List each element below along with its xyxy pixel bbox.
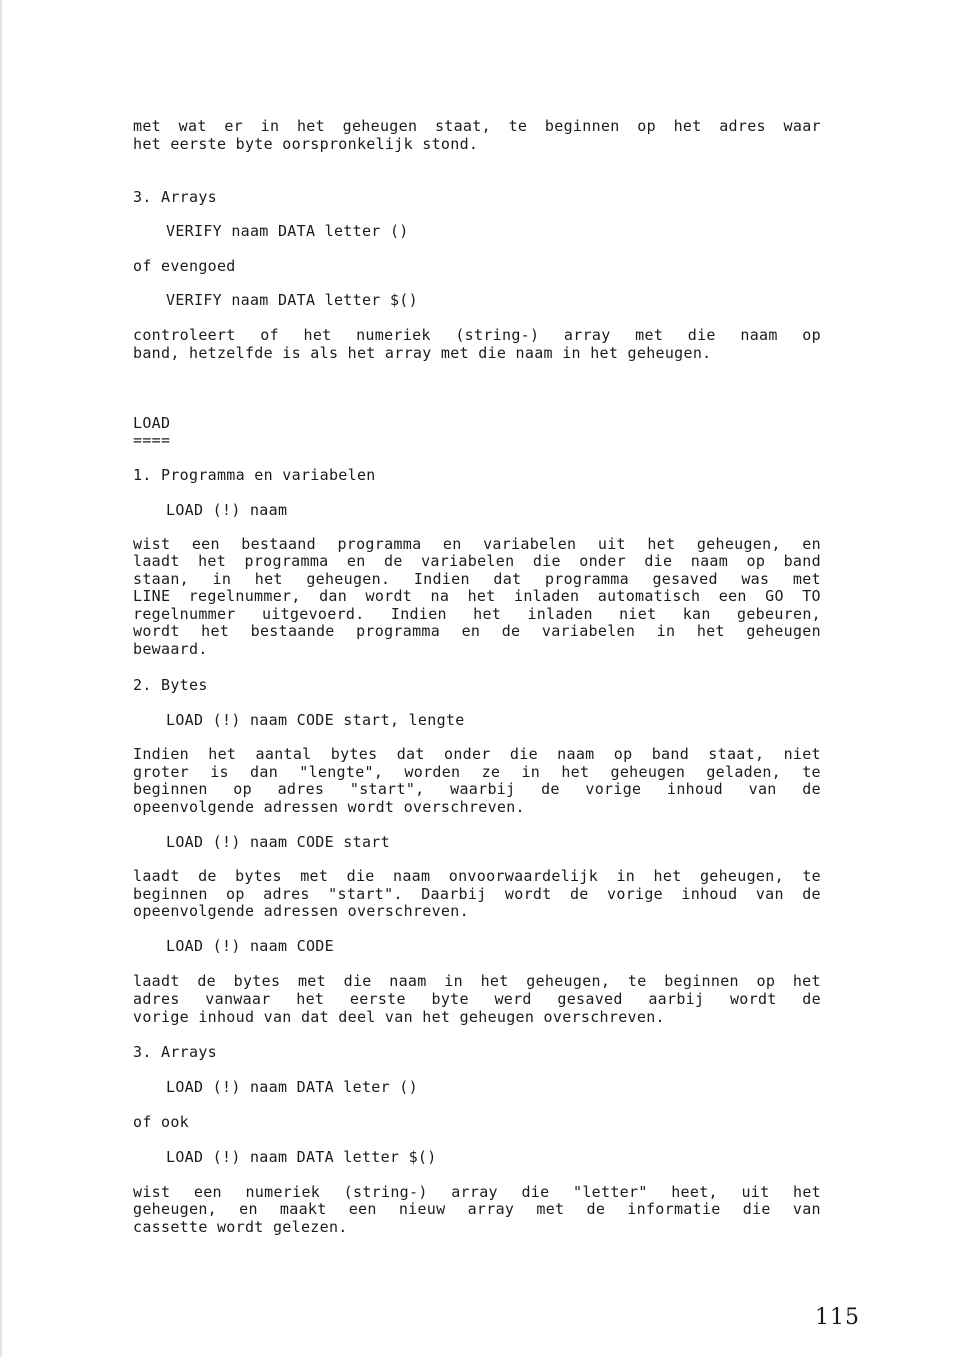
text-line: cassette wordt gelezen.	[133, 1218, 348, 1236]
word: bestaande	[250, 622, 335, 640]
word: maakt	[279, 1200, 327, 1218]
text-line	[133, 868, 821, 886]
word: die	[687, 326, 716, 344]
word: aantal	[255, 745, 312, 763]
word: met	[635, 326, 664, 344]
text-line	[133, 571, 821, 589]
text-line	[133, 1184, 821, 1202]
word: geheugen,	[699, 867, 784, 885]
word: het	[653, 867, 682, 885]
word: het	[792, 972, 821, 990]
word: de	[198, 867, 217, 885]
word: een	[193, 1183, 222, 1201]
word: niet	[783, 745, 821, 763]
word: LINE	[133, 587, 171, 605]
word: onder	[579, 552, 626, 570]
code-line: LOAD (!) naam DATA letter $()	[166, 1148, 437, 1166]
code-line: LOAD (!) naam DATA leter ()	[166, 1078, 418, 1096]
word: de	[384, 552, 403, 570]
word: die	[742, 1200, 771, 1218]
word: van	[755, 885, 784, 903]
text-line: bewaard.	[133, 640, 208, 658]
word: die	[509, 745, 538, 763]
text-line: het eerste byte oorspronkelijk stond.	[133, 135, 479, 153]
word: kan	[682, 605, 711, 623]
word: waar	[783, 117, 821, 135]
page-number: 115	[815, 1305, 860, 1330]
word: geheugen,	[526, 972, 611, 990]
word: is	[210, 763, 229, 781]
text-line	[133, 553, 821, 571]
word: of	[260, 326, 279, 344]
word: array	[467, 1200, 515, 1218]
word: vorige	[607, 885, 664, 903]
word: wist	[133, 535, 171, 553]
word: het	[254, 570, 283, 588]
word: programma	[337, 535, 422, 553]
word: "letter"	[573, 1183, 648, 1201]
section-heading: 3. Arrays	[133, 188, 217, 206]
word: inhoud	[681, 885, 738, 903]
code-line: VERIFY naam DATA letter ()	[166, 222, 409, 240]
word: programma	[356, 622, 441, 640]
word: programma	[244, 552, 329, 570]
word: variabelen	[483, 535, 577, 553]
section-heading: 2. Bytes	[133, 676, 208, 694]
word: wordt	[504, 885, 552, 903]
word: worden	[404, 763, 461, 781]
word: en	[239, 1200, 258, 1218]
word: de	[541, 780, 560, 798]
word: gebeuren,	[737, 605, 821, 623]
text-line: vorige inhoud van dat deel van het geheugen overschreven.	[133, 1008, 665, 1026]
word: het	[793, 1183, 821, 1201]
section-heading: 3. Arrays	[133, 1043, 217, 1061]
word: uitgevoerd.	[261, 605, 365, 623]
word: het	[467, 587, 496, 605]
text-line	[133, 746, 821, 764]
word: nieuw	[398, 1200, 446, 1218]
text-line	[133, 606, 821, 624]
word: vanwaar	[205, 990, 271, 1008]
word: en	[802, 535, 821, 553]
word: wist	[133, 1183, 171, 1201]
word: te	[802, 763, 821, 781]
word: dan	[319, 587, 348, 605]
word: (string-)	[343, 1183, 428, 1201]
word: geheugen	[610, 763, 686, 781]
text-line	[133, 536, 821, 554]
text-line	[133, 781, 821, 799]
word: array	[563, 326, 611, 344]
word: TO	[802, 587, 821, 605]
word: bytes	[233, 972, 281, 990]
word: variabelen	[541, 622, 636, 640]
word: vorige	[585, 780, 642, 798]
word: de	[586, 1200, 606, 1218]
word: laadt	[133, 972, 180, 990]
word: staat,	[434, 117, 491, 135]
word: het	[647, 535, 676, 553]
text-line	[133, 118, 821, 136]
text-line: band, hetzelfde is als het array met die naam in het geheugen.	[133, 344, 712, 362]
word: waarbij	[450, 780, 516, 798]
word: dan	[250, 763, 279, 781]
word: gesaved	[557, 990, 623, 1008]
word: de	[501, 622, 521, 640]
word: staan,	[133, 570, 189, 588]
word: die	[521, 1183, 550, 1201]
text-line: of evengoed	[133, 257, 236, 275]
code-line: LOAD (!) naam	[166, 501, 288, 519]
word: en	[346, 552, 366, 570]
word: het	[198, 552, 227, 570]
text-line: of ook	[133, 1113, 189, 1131]
word: laadt	[133, 867, 180, 885]
word: adres	[277, 780, 325, 798]
word: bytes	[235, 867, 282, 885]
word: naam	[740, 326, 778, 344]
word: ze	[481, 763, 501, 781]
word: Indien	[413, 570, 470, 588]
word: inladen	[527, 605, 593, 623]
word: na	[430, 587, 450, 605]
word: dat	[396, 745, 425, 763]
word: byte	[431, 990, 469, 1008]
word: het	[561, 763, 590, 781]
word: in	[616, 867, 636, 885]
word: band	[651, 745, 690, 763]
word: die	[532, 552, 561, 570]
word: GO	[765, 587, 784, 605]
word: naam	[389, 972, 427, 990]
word: naam	[393, 867, 431, 885]
code-line: LOAD (!) naam CODE start, lengte	[166, 711, 465, 729]
word: op	[746, 552, 766, 570]
word: die	[346, 867, 375, 885]
word: met	[536, 1200, 565, 1218]
word: laadt	[133, 552, 180, 570]
text-line	[133, 973, 821, 991]
word: numeriek	[245, 1183, 321, 1201]
word: er	[224, 117, 243, 135]
word: gesaved	[652, 570, 718, 588]
text-line	[133, 623, 821, 641]
word: in	[444, 972, 463, 990]
word: te	[802, 867, 821, 885]
word: geheugen	[342, 117, 418, 135]
word: adres	[133, 990, 180, 1008]
word: informatie	[627, 1200, 721, 1218]
word: beginnen	[664, 972, 739, 990]
word: Indien	[390, 605, 447, 623]
word: het	[296, 117, 325, 135]
word: onder	[443, 745, 491, 763]
word: numeriek	[356, 326, 431, 344]
word: het	[480, 972, 509, 990]
word: het	[303, 326, 332, 344]
word: beginnen	[133, 780, 208, 798]
section-title: LOAD	[133, 414, 171, 432]
code-line: LOAD (!) naam CODE start	[166, 833, 390, 851]
word: een	[191, 535, 220, 553]
word: van	[792, 1200, 821, 1218]
word: geheugen,	[133, 1200, 217, 1218]
word: regelnummer,	[188, 587, 301, 605]
word: groter	[133, 763, 189, 781]
word: op	[637, 117, 656, 135]
word: te	[627, 972, 647, 990]
word: op	[233, 780, 252, 798]
word: aarbij	[648, 990, 705, 1008]
text-line	[133, 1201, 821, 1219]
word: op	[613, 745, 633, 763]
word: (string-)	[455, 326, 540, 344]
word: de	[569, 885, 589, 903]
word: het	[296, 990, 325, 1008]
word: in	[521, 763, 541, 781]
word: Daarbij	[421, 885, 487, 903]
word: beginnen	[133, 885, 208, 903]
word: dat	[493, 570, 522, 588]
word: uit	[741, 1183, 770, 1201]
word: een	[348, 1200, 377, 1218]
title-underline: ====	[133, 431, 171, 449]
word: "start".	[328, 885, 403, 903]
word: die	[644, 552, 673, 570]
word: Indien	[133, 745, 189, 763]
word: het	[208, 745, 237, 763]
text-line	[133, 991, 821, 1009]
word: beginnen	[544, 117, 620, 135]
word: heet,	[671, 1183, 718, 1201]
word: onvoorwaardelijk	[448, 867, 599, 885]
word: band	[783, 552, 821, 570]
word: werd	[494, 990, 532, 1008]
word: een	[718, 587, 747, 605]
word: adres	[719, 117, 766, 135]
text-line	[133, 886, 821, 904]
word: de	[197, 972, 216, 990]
word: de	[802, 780, 821, 798]
word: "start",	[349, 780, 425, 798]
word: het	[473, 605, 502, 623]
word: inhoud	[667, 780, 724, 798]
word: met	[300, 867, 329, 885]
word: eerste	[349, 990, 406, 1008]
word: de	[802, 885, 821, 903]
word: array	[451, 1183, 498, 1201]
word: in	[260, 117, 280, 135]
page-edge	[0, 0, 2, 1357]
word: naam	[690, 552, 729, 570]
text-line	[133, 327, 821, 345]
section-heading: 1. Programma en variabelen	[133, 466, 376, 484]
word: met	[297, 972, 326, 990]
word: geladen,	[706, 763, 781, 781]
word: met	[133, 117, 161, 135]
word: niet	[619, 605, 657, 623]
word: wat	[178, 117, 207, 135]
word: op	[802, 326, 821, 344]
text-line: opeenvolgende adressen overschreven.	[133, 902, 469, 920]
word: uit	[597, 535, 626, 553]
word: geheugen	[746, 622, 821, 640]
text-line: opeenvolgende adressen wordt overschreven.	[133, 798, 525, 816]
word: staat,	[708, 745, 765, 763]
word: die	[343, 972, 372, 990]
word: inladen	[513, 587, 580, 605]
word: regelnummer	[133, 605, 236, 623]
word: geheugen,	[696, 535, 781, 553]
word: in	[212, 570, 232, 588]
word: op	[756, 972, 776, 990]
text-line	[133, 588, 821, 606]
word: wordt	[365, 587, 413, 605]
word: het	[201, 622, 230, 640]
word: "lengte",	[299, 763, 384, 781]
word: met	[792, 570, 821, 588]
word: wordt	[729, 990, 777, 1008]
word: van	[748, 780, 777, 798]
word: programma	[544, 570, 629, 588]
word: op	[226, 885, 245, 903]
text-line	[133, 764, 821, 782]
word: de	[802, 990, 821, 1008]
word: geheugen.	[306, 570, 391, 588]
word: het	[673, 117, 702, 135]
word: variabelen	[421, 552, 515, 570]
word: het	[696, 622, 725, 640]
code-line: VERIFY naam DATA letter $()	[166, 291, 418, 309]
word: automatisch	[597, 587, 701, 605]
word: naam	[557, 745, 595, 763]
word: te	[508, 117, 528, 135]
word: bytes	[330, 745, 378, 763]
word: en	[461, 622, 481, 640]
code-line: LOAD (!) naam CODE	[166, 937, 334, 955]
word: en	[442, 535, 462, 553]
word: was	[741, 570, 770, 588]
word: controleert	[133, 326, 236, 344]
word: wordt	[133, 622, 180, 640]
word: adres	[263, 885, 310, 903]
word: bestaand	[241, 535, 316, 553]
word: in	[656, 622, 676, 640]
